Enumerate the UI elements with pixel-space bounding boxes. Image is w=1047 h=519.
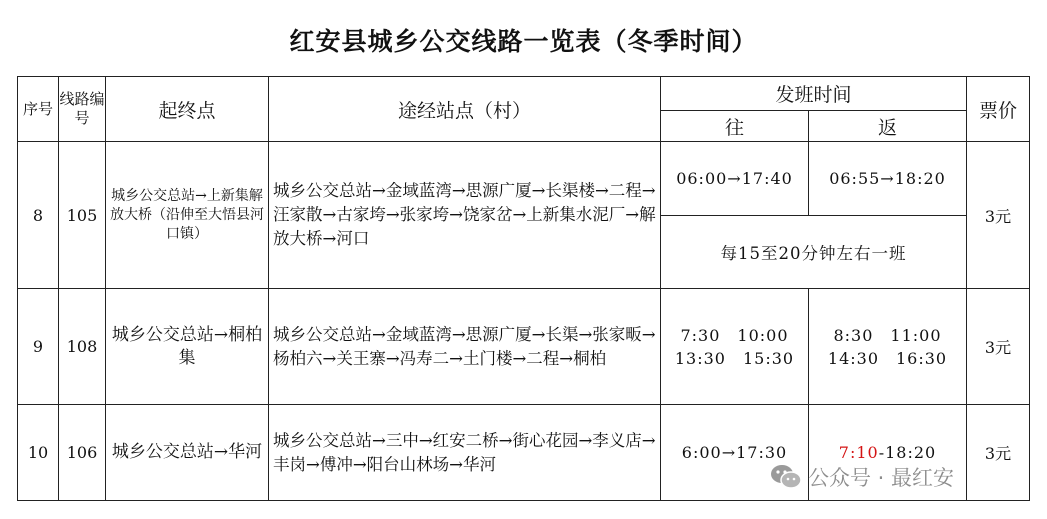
row-stops: 城乡公交总站→金域蓝湾→思源广厦→长渠→张家畈→杨柏六→关王寨→冯寿二→土门楼→二程→桐柏 (269, 289, 661, 405)
page-title: 红安县城乡公交线路一览表（冬季时间） (289, 27, 758, 56)
row-fare: 3元 (967, 405, 1030, 501)
inbound-time-rest: -18:20 (878, 443, 937, 462)
row-inbound-time (809, 289, 967, 405)
table-row (18, 142, 1030, 216)
inbound-time-highlight: 7:10 (838, 443, 879, 462)
watermark (770, 462, 954, 492)
outbound-time-line: 13:30 15:30 (674, 348, 795, 368)
row-fare: 3元 (967, 289, 1030, 405)
row-seq: 9 (18, 289, 59, 405)
row-route-no: 106 (59, 405, 106, 501)
row-seq: 10 (18, 405, 59, 501)
row-outbound-time: 6:00→17:30 (661, 405, 809, 501)
row-terminus: 城乡公交总站→桐柏集 (106, 289, 269, 405)
row-frequency: 每15至20分钟左右一班 (661, 216, 967, 289)
row-terminus: 城乡公交总站→华河 (106, 405, 269, 501)
header-seq: 序号 (18, 77, 59, 142)
watermark-text: 公众号 · 最红安 (808, 466, 955, 490)
row-outbound-time (661, 289, 809, 405)
header-fare: 票价 (967, 77, 1030, 142)
inbound-time-line: 8:30 11:00 (833, 325, 942, 345)
header-inbound: 返 (809, 111, 967, 142)
row-stops: 城乡公交总站→金域蓝湾→思源广厦→长渠楼→二程→汪家散→古家垮→张家垮→饶家岔→上新集水泥厂→解放大桥→河口 (269, 142, 661, 289)
wechat-icon (770, 463, 802, 491)
table-row (18, 289, 1030, 405)
header-departure: 发班时间 (661, 77, 967, 111)
header-terminus: 起终点 (106, 77, 269, 142)
row-seq: 8 (18, 142, 59, 289)
header-row (18, 77, 1030, 111)
row-stops: 城乡公交总站→三中→红安二桥→街心花园→李义店→丰岗→傅冲→阳台山林场→华河 (269, 405, 661, 501)
row-route-no: 108 (59, 289, 106, 405)
inbound-time-line: 14:30 16:30 (827, 348, 948, 368)
header-outbound: 往 (661, 111, 809, 142)
row-route-no: 105 (59, 142, 106, 289)
header-stops: 途经站点（村） (269, 77, 661, 142)
row-inbound-time: 06:55→18:20 (809, 142, 967, 216)
row-outbound-time: 06:00→17:40 (661, 142, 809, 216)
outbound-time-line: 7:30 10:00 (680, 325, 789, 345)
row-fare: 3元 (967, 142, 1030, 289)
route-table (17, 76, 1030, 501)
row-terminus: 城乡公交总站→上新集解放大桥（沿伸至大悟县河口镇） (106, 142, 269, 289)
header-route-no: 线路编号 (59, 77, 106, 142)
